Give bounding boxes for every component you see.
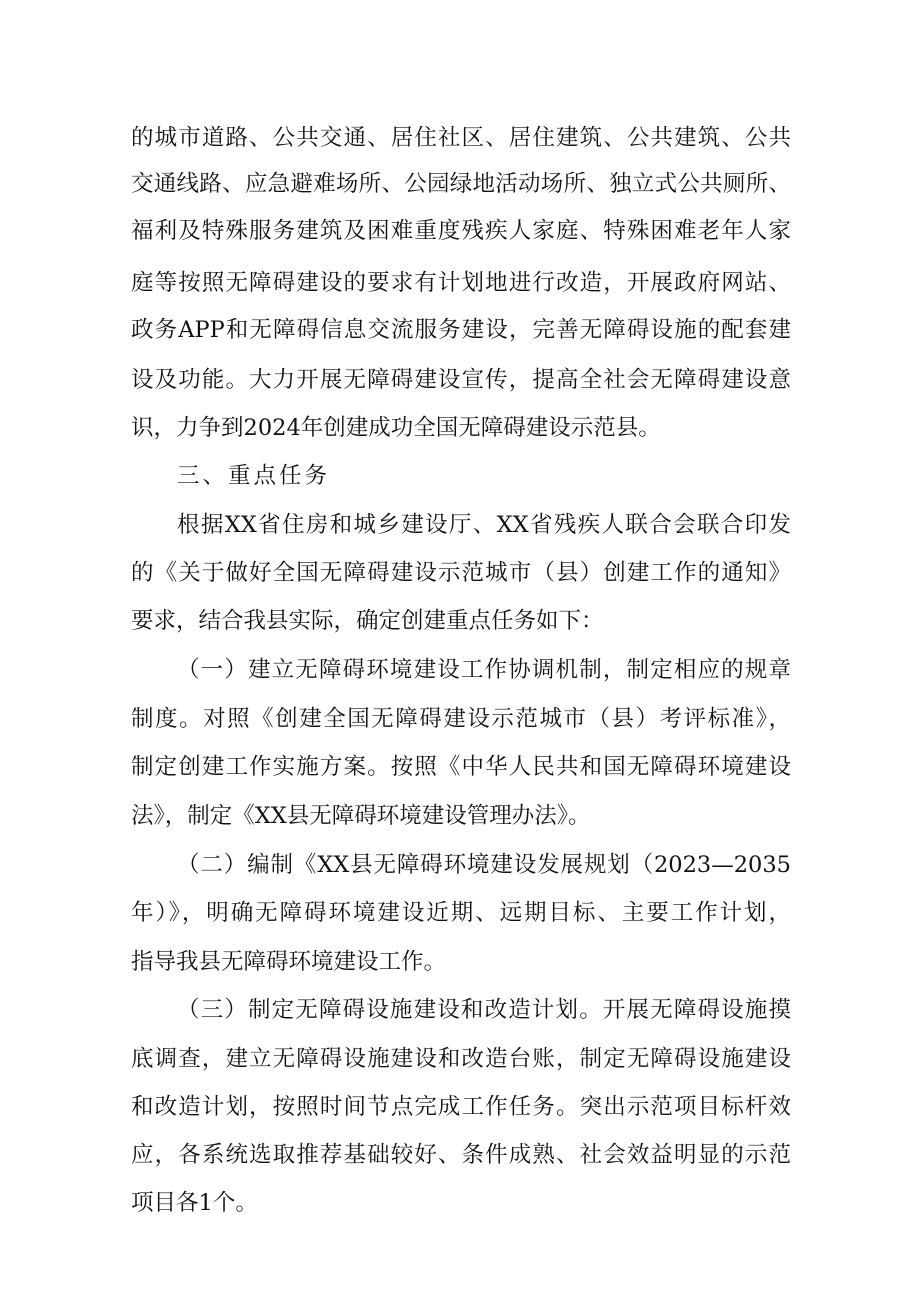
paragraph-line: 要求，结合我县实际，确定创建重点任务如下：: [131, 608, 604, 634]
paragraph-line: 庭等按照无障碍建设的要求有计划地进行改造，开展政府网站、: [131, 270, 791, 296]
paragraph-line: 政务APP和无障碍信息交流服务建设，完善无障碍设施的配套建: [131, 317, 791, 343]
paragraph-line: 指导我县无障碍环境建设工作。: [131, 949, 447, 975]
paragraph-line: 法》，制定《XX县无障碍环境建设管理办法》。: [131, 803, 591, 829]
paragraph-line: （一）建立无障碍环境建设工作协调机制，制定相应的规章: [177, 657, 791, 683]
paragraph-line: 的《关于做好全国无障碍建设示范城市（县）创建工作的通知》: [131, 560, 791, 586]
paragraph-line: 交通线路、应急避难场所、公园绿地活动场所、独立式公共厕所、: [131, 171, 791, 197]
paragraph-line: 制度。对照《创建全国无障碍建设示范城市（县）考评标准》，: [131, 706, 791, 732]
paragraph-line: 底调查，建立无障碍设施建设和改造台账，制定无障碍设施建设: [131, 1046, 791, 1072]
paragraph-line: 和改造计划，按照时间节点完成工作任务。突出示范项目标杆效: [131, 1094, 791, 1120]
paragraph-line: 项目各1个。: [131, 1190, 258, 1216]
paragraph-line: 根据XX省住房和城乡建设厅、XX省残疾人联合会联合印发: [177, 512, 791, 538]
paragraph-line: 制定创建工作实施方案。按照《中华人民共和国无障碍环境建设: [131, 754, 791, 780]
paragraph-line: 福利及特殊服务建筑及困难重度残疾人家庭、特殊困难老年人家: [131, 218, 791, 244]
paragraph-line: 年）》，明确无障碍环境建设近期、远期目标、主要工作计划，: [131, 900, 791, 926]
paragraph-line: 识，力争到2024年创建成功全国无障碍建设示范县。: [131, 415, 661, 441]
paragraph-line: 设及功能。大力开展无障碍建设宣传，提高全社会无障碍建设意: [131, 367, 791, 393]
paragraph-line: （二）编制《XX县无障碍环境建设发展规划（2023—2035: [177, 852, 791, 878]
paragraph-line: 的城市道路、公共交通、居住社区、居住建筑、公共建筑、公共: [131, 125, 791, 151]
section-heading: 三、重点任务: [177, 463, 331, 489]
paragraph-line: 应，各系统选取推荐基础较好、条件成熟、社会效益明显的示范: [131, 1142, 791, 1168]
paragraph-line: （三）制定无障碍设施建设和改造计划。开展无障碍设施摸: [177, 997, 791, 1023]
